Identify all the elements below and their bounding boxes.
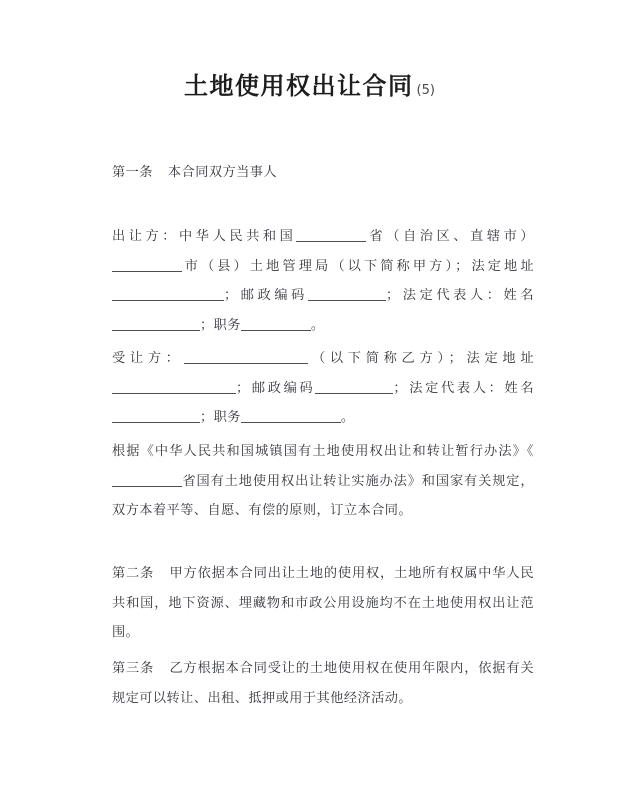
party-b-seg-2: （以下简称乙方）；法定地址 <box>307 351 534 366</box>
party-b-seg-4: ；法定代表人：姓名 <box>393 380 534 396</box>
party-a-seg-7: 。 <box>310 317 325 333</box>
party-a-postcode-blank[interactable] <box>308 287 386 301</box>
party-b-seg-5: ；职务 <box>200 410 241 426</box>
party-b-seg-6: 。 <box>340 410 355 426</box>
party-b-rep-title-blank[interactable] <box>241 409 341 423</box>
party-a-seg-4: ；邮政编码 <box>224 288 308 304</box>
legal-basis-seg-1: 根据《中华人民共和国城镇国有土地使用权出让和转让暂行办法》《 <box>112 444 534 459</box>
party-b-postcode-blank[interactable] <box>315 380 393 394</box>
party-a-seg-6: ；职务 <box>200 317 241 333</box>
clause-1-heading-text: 本合同双方当事人 <box>167 165 278 180</box>
title-version-suffix: (5) <box>416 83 435 98</box>
party-a-seg-1: 出让方：中华人民共和国 <box>112 229 297 244</box>
legal-basis-paragraph <box>86 437 534 526</box>
party-a-block <box>86 222 534 340</box>
party-a-address-blank[interactable] <box>112 287 224 301</box>
legal-basis-province-blank[interactable] <box>112 473 182 487</box>
page-title <box>0 66 619 101</box>
clause-1-heading <box>86 158 534 188</box>
clause-2-label: 第二条 <box>112 566 155 581</box>
party-b-block <box>86 344 534 433</box>
party-a-province-blank[interactable] <box>296 228 366 242</box>
clause-3-text: 乙方根据本合同受让的土地使用权在使用年限内，依据有关规定可以转让、出租、抵押或用于其他经济活动。 <box>112 661 534 706</box>
party-a-seg-3: 市（县）土地管理局（以下简称甲方）；法定地址 <box>182 258 534 274</box>
party-b-seg-1: 受让方： <box>112 351 184 366</box>
clause-3-label: 第三条 <box>112 661 155 676</box>
party-a-paragraph <box>86 222 534 340</box>
clause-1-label: 第一条 <box>112 165 153 180</box>
party-a-seg-5: ；法定代表人：姓名 <box>385 288 534 304</box>
party-b-rep-name-blank[interactable] <box>112 409 200 423</box>
clause-2-text: 甲方依据本合同出让土地的使用权，土地所有权属中华人民共和国，地下资源、埋藏物和市政公用设施均不在土地使用权出让范围。 <box>112 566 534 641</box>
clause-3-paragraph <box>86 654 534 713</box>
clause-2-block <box>86 559 534 648</box>
party-b-seg-3: ；邮政编码 <box>236 380 316 396</box>
clause-1-heading-block <box>86 158 534 188</box>
party-b-address-blank[interactable] <box>112 380 236 394</box>
party-a-seg-2: 省（自治区、直辖市） <box>366 229 535 244</box>
party-b-name-blank[interactable] <box>184 350 308 364</box>
party-b-paragraph <box>86 344 534 433</box>
party-a-rep-name-blank[interactable] <box>112 317 200 331</box>
party-a-city-blank[interactable] <box>112 258 182 272</box>
party-a-rep-title-blank[interactable] <box>241 317 311 331</box>
legal-basis-seg-2: 省国有土地使用权出让转让实施办法》和国家有关规定，双方本着平等、自愿、有偿的原则，订立本合同。 <box>112 473 534 519</box>
clause-3-block <box>86 654 534 713</box>
clause-2-paragraph <box>86 559 534 648</box>
legal-basis-block <box>86 437 534 526</box>
title-main-text: 土地使用权出让合同 <box>184 72 414 100</box>
